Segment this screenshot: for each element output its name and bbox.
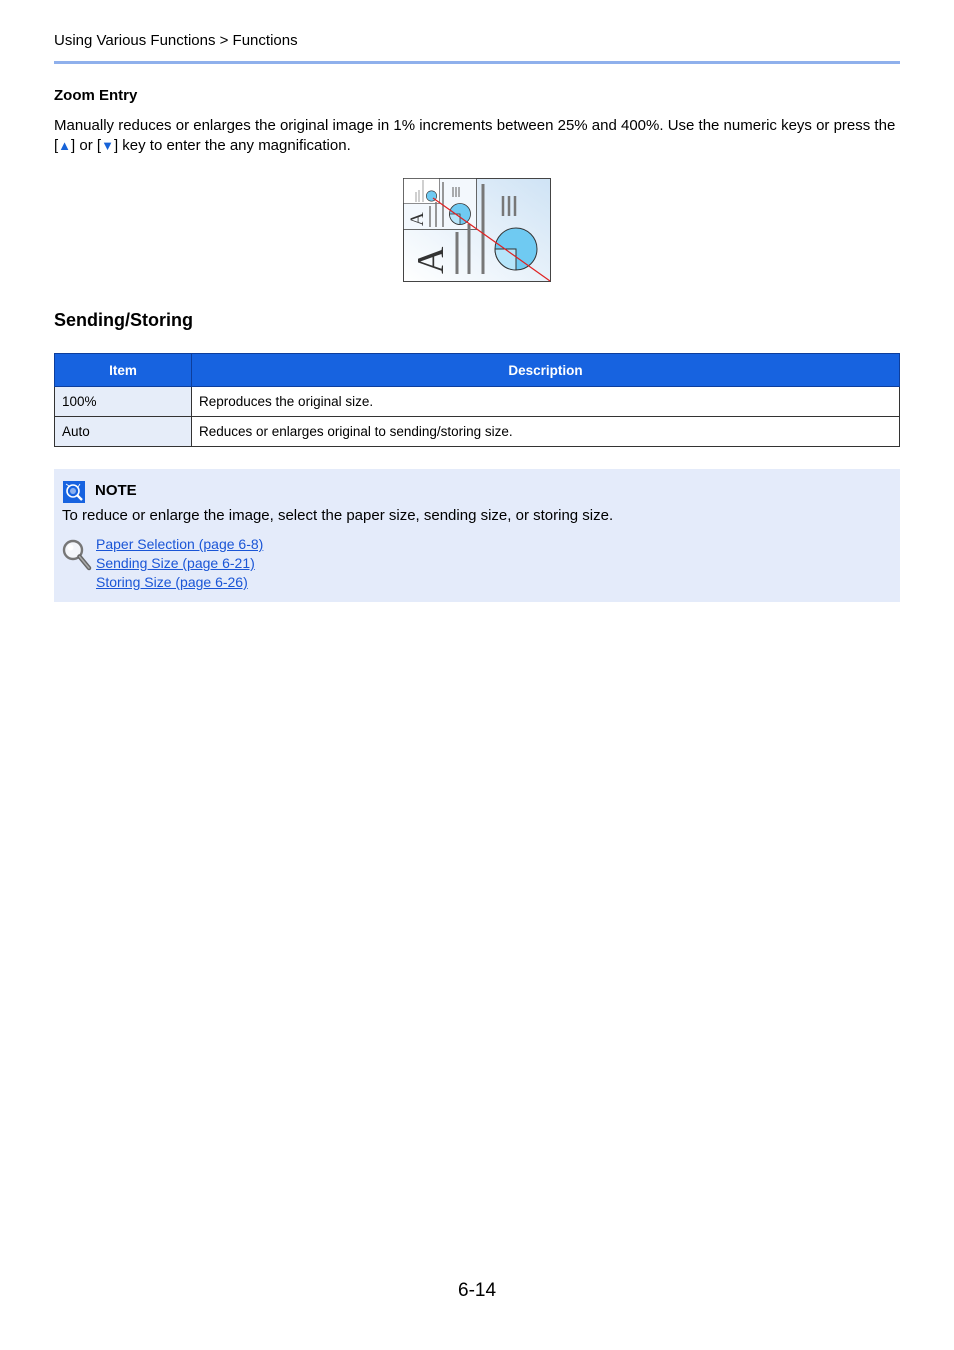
zoom-text-part-1: Manually reduces or enlarges the original image in 1% increments between 25% and 400%. Use the numeric keys or press the [ [54,117,896,154]
note-text: To reduce or enlarge the image, select the paper size, sending size, or storing size. [62,507,614,524]
medium-letter: A [407,212,428,226]
magnifier-icon [61,538,93,572]
large-letter: A [410,246,452,274]
sending-storing-table [54,353,900,447]
link-sending-size[interactable]: Sending Size (page 6-21) [96,555,255,571]
zoom-entry-heading: Zoom Entry [54,87,138,104]
zoom-text-part-2: ] or [ [71,136,102,154]
down-arrow-icon: ▼ [101,137,114,153]
sending-storing-heading: Sending/Storing [54,310,193,330]
up-arrow-icon: ▲ [58,137,72,153]
page-number: 6-14 [458,1280,497,1301]
zoom-illustration [403,178,551,282]
zoom-text-part-3: ] key to enter the any magnification. [113,136,351,154]
table-cell-description: Reproduces the original size. [192,387,900,417]
table-row [55,387,900,417]
link-storing-size[interactable]: Storing Size (page 6-26) [96,574,248,590]
table-header-row [55,354,900,387]
link-paper-selection[interactable]: Paper Selection (page 6-8) [96,536,264,552]
note-title: NOTE [95,482,137,499]
column-header-item: Item [55,354,192,387]
table-cell-item: Auto [55,417,192,447]
note-box [54,469,900,602]
note-icon [63,481,85,503]
table-cell-item: 100% [55,387,192,417]
zoom-entry-description [54,116,900,155]
table-row [55,417,900,447]
header-rule [54,61,900,64]
column-header-description: Description [192,354,900,387]
table-cell-description: Reduces or enlarges original to sending/storing size. [192,417,900,447]
breadcrumb: Using Various Functions > Functions [54,32,298,49]
